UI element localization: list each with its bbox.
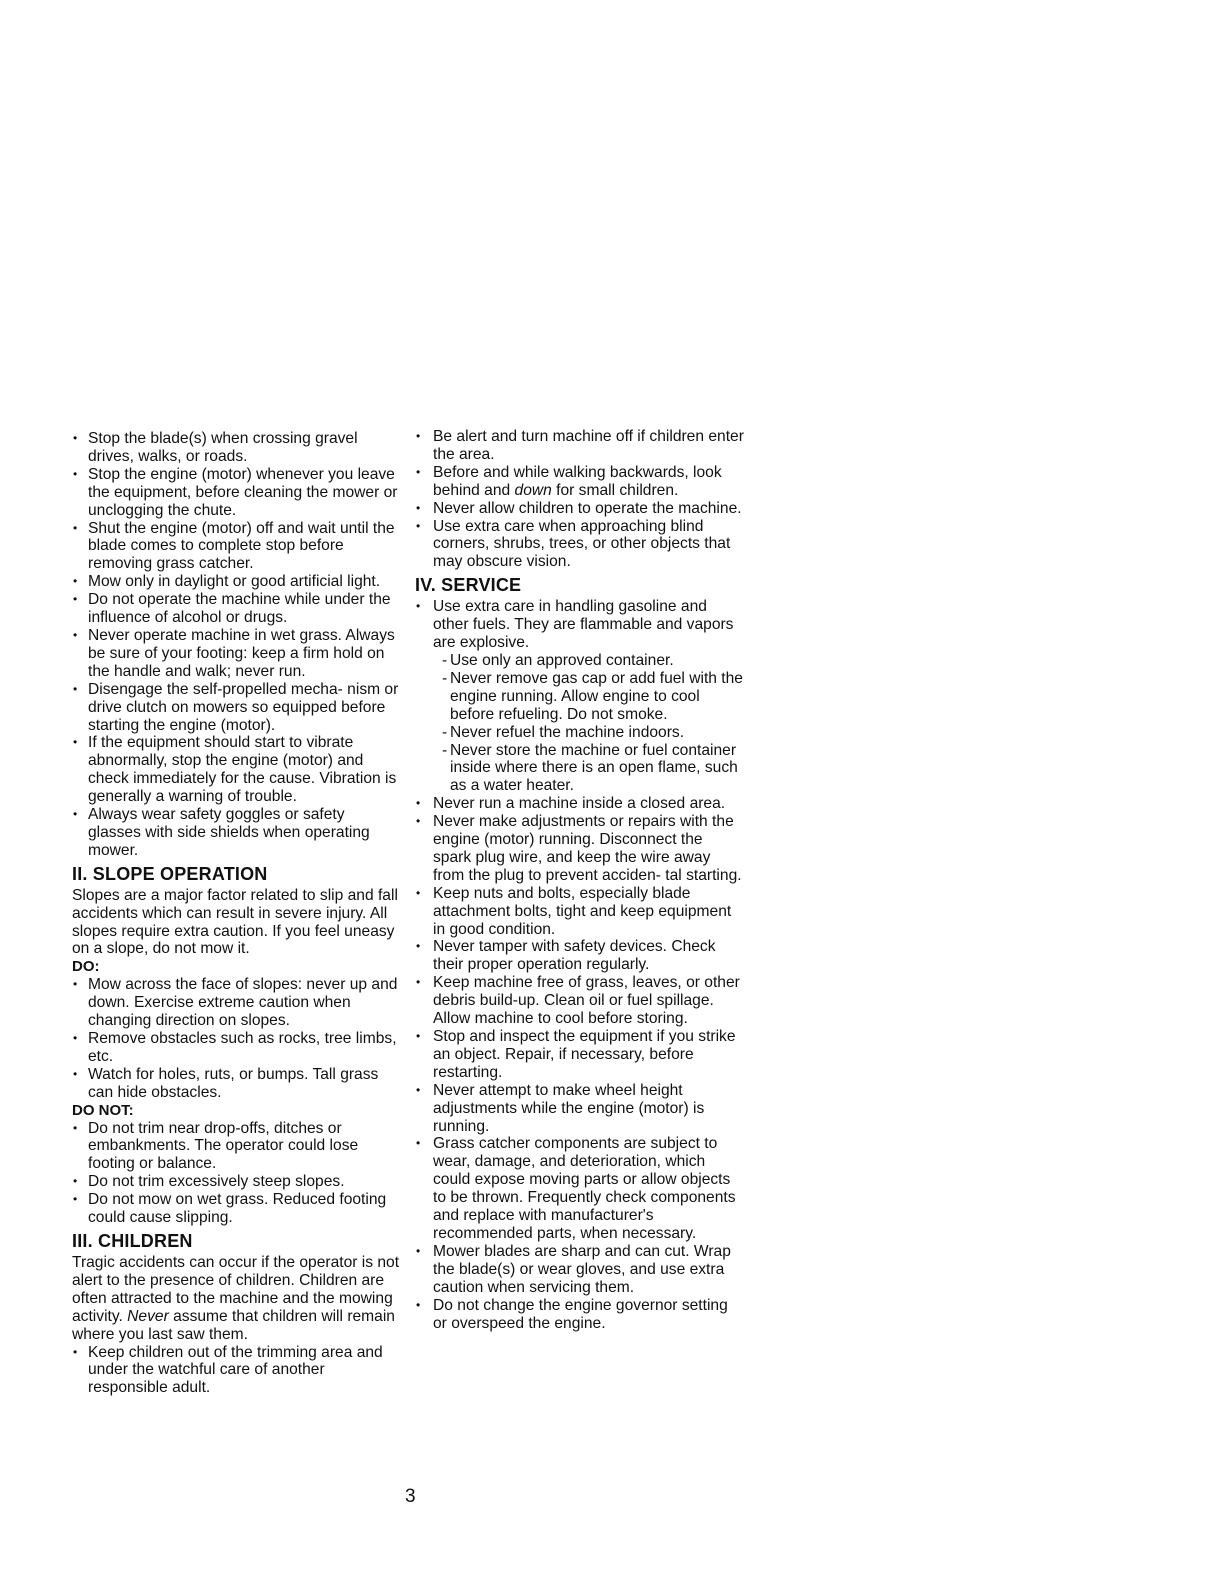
children-list-right bbox=[415, 428, 745, 571]
list-item: • Never tamper with safety devices. Check their proper operation regularly. bbox=[415, 938, 745, 974]
list-item: • Shut the engine (motor) off and wait until the blade comes to complete stop before removing grass catcher. bbox=[72, 520, 400, 574]
list-item: • Keep children out of the trimming area and under the watchful care of another responsible adult. bbox=[72, 1344, 400, 1398]
sub-list-item: - Use only an approved container. bbox=[442, 652, 745, 670]
list-item: • Do not operate the machine while under the influence of alcohol or drugs. bbox=[72, 591, 400, 627]
list-item: • Never operate machine in wet grass. Always be sure of your footing: keep a firm hold on the handle and walk; never run. bbox=[72, 627, 400, 681]
list-item: • Keep nuts and bolts, especially blade attachment bolts, tight and keep equipment in good condition. bbox=[415, 885, 745, 939]
list-item: • Never run a machine inside a closed area. bbox=[415, 795, 745, 813]
list-item-text: Before and while walking backwards, look behind and bbox=[433, 463, 722, 499]
children-intro-text-end: assume that children will remain where you last saw them. bbox=[72, 1307, 395, 1343]
list-item: • Mow only in daylight or good artificial light. bbox=[72, 573, 400, 591]
service-heading: IV. SERVICE bbox=[415, 575, 522, 596]
page-number: 3 bbox=[405, 1486, 416, 1507]
list-item: • Grass catcher components are subject to wear, damage, and deterioration, which could expose moving parts or allow objects to be thrown. Frequently check components and replace with manufacturer's recommended parts, when necessary. bbox=[415, 1135, 745, 1242]
fuel-item-text: Use extra care in handling gasoline and other fuels. They are flammable and vapors are explosive. bbox=[433, 598, 734, 652]
general-safety-list bbox=[72, 430, 400, 860]
list-item: • Use extra care when approaching blind corners, shrubs, trees, or other objects that may obscure vision. bbox=[415, 518, 745, 572]
do-not-label: DO NOT: bbox=[72, 1101, 134, 1119]
list-item: • Never allow children to operate the machine. bbox=[415, 500, 745, 518]
children-intro bbox=[72, 1254, 400, 1344]
list-item-emphasis: down bbox=[514, 481, 552, 499]
list-item: • Do not trim near drop-offs, ditches or embankments. The operator could lose footing or balance. bbox=[72, 1120, 400, 1174]
list-item: • Disengage the self-propelled mecha- nism or drive clutch on mowers so equipped before starting the engine (motor). bbox=[72, 681, 400, 735]
list-item bbox=[415, 464, 745, 500]
list-item: • Never make adjustments or repairs with the engine (motor) running. Disconnect the spark plug wire, and keep the wire away from the plug to prevent acciden- tal starting. bbox=[415, 813, 745, 885]
do-label: DO: bbox=[72, 958, 100, 976]
list-item: • Be alert and turn machine off if children enter the area. bbox=[415, 428, 745, 464]
list-item: • Watch for holes, ruts, or bumps. Tall grass can hide obstacles. bbox=[72, 1066, 400, 1102]
children-list-left bbox=[72, 1344, 400, 1398]
list-item: • Stop the engine (motor) whenever you leave the equipment, before cleaning the mower or unclogging the chute. bbox=[72, 466, 400, 520]
slope-intro: Slopes are a major factor related to slip and fall accidents which can result in severe injury. All slopes require extra caution. If you feel uneasy on a slope, do not mow it. bbox=[72, 886, 398, 958]
children-heading: III. CHILDREN bbox=[72, 1230, 193, 1251]
sub-list-item: - Never store the machine or fuel container inside where there is an open flame, such as a water heater. bbox=[442, 742, 745, 796]
list-item: • Mower blades are sharp and can cut. Wrap the blade(s) or wear gloves, and use extra caution when servicing them. bbox=[415, 1243, 745, 1297]
list-item: • Stop and inspect the equipment if you strike an object. Repair, if necessary, before restarting. bbox=[415, 1028, 745, 1082]
list-item: • Do not mow on wet grass. Reduced footing could cause slipping. bbox=[72, 1191, 400, 1227]
do-not-list bbox=[72, 1120, 400, 1227]
slope-operation-heading: II. SLOPE OPERATION bbox=[72, 863, 268, 884]
list-item: • Keep machine free of grass, leaves, or other debris build-up. Clean oil or fuel spillage. Allow machine to cool before storing. bbox=[415, 974, 745, 1028]
children-intro-emphasis: Never bbox=[127, 1307, 169, 1325]
list-item: • Always wear safety goggles or safety glasses with side shields when operating mower. bbox=[72, 806, 400, 860]
list-item: • Do not trim excessively steep slopes. bbox=[72, 1173, 400, 1191]
list-item: • Never attempt to make wheel height adjustments while the engine (motor) is running. bbox=[415, 1082, 745, 1136]
left-column bbox=[72, 430, 400, 1397]
service-list bbox=[415, 598, 745, 1332]
sub-list-item: - Never refuel the machine indoors. bbox=[442, 724, 745, 742]
list-item: • Remove obstacles such as rocks, tree limbs, etc. bbox=[72, 1030, 400, 1066]
list-item: • Stop the blade(s) when crossing gravel drives, walks, or roads. bbox=[72, 430, 400, 466]
list-item: • Do not change the engine governor setting or overspeed the engine. bbox=[415, 1297, 745, 1333]
fuel-sublist bbox=[433, 652, 745, 795]
list-item bbox=[415, 598, 745, 795]
children-intro-text: Tragic accidents can occur if the operator is not alert to the presence of children. Children are often attracted to the machine and the mowing activity. bbox=[72, 1253, 400, 1325]
list-item: • If the equipment should start to vibrate abnormally, stop the engine (motor) and check immediately for the cause. Vibration is generally a warning of trouble. bbox=[72, 734, 400, 806]
list-item: • Mow across the face of slopes: never up and down. Exercise extreme caution when changing direction on slopes. bbox=[72, 976, 400, 1030]
sub-list-item: - Never remove gas cap or add fuel with the engine running. Allow engine to cool before refueling. Do not smoke. bbox=[442, 670, 745, 724]
right-column bbox=[415, 428, 745, 1332]
do-list bbox=[72, 976, 400, 1101]
list-item-text-end: for small children. bbox=[551, 481, 679, 499]
